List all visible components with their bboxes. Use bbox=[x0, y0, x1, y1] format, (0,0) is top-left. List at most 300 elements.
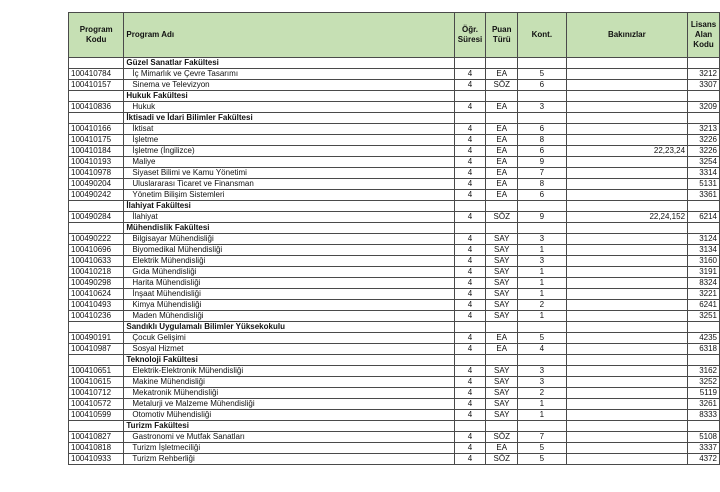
program-duration: 4 bbox=[454, 179, 486, 190]
faculty-name: İlahiyat Fakültesi bbox=[124, 201, 454, 212]
faculty-empty-cell bbox=[566, 322, 687, 333]
program-quota: 1 bbox=[518, 267, 567, 278]
program-row bbox=[69, 377, 720, 388]
faculty-code-cell bbox=[69, 421, 124, 432]
faculty-row bbox=[69, 91, 720, 102]
faculty-empty-cell bbox=[486, 113, 518, 124]
program-quota: 1 bbox=[518, 399, 567, 410]
program-bachelor-code: 3307 bbox=[688, 80, 720, 91]
program-quota: 5 bbox=[518, 69, 567, 80]
program-score-type: SAY bbox=[486, 399, 518, 410]
program-score-type: SAY bbox=[486, 278, 518, 289]
faculty-row bbox=[69, 201, 720, 212]
header-notes: Bakınızlar bbox=[566, 13, 687, 58]
program-name: Hukuk bbox=[124, 102, 454, 113]
program-name: Siyaset Bilimi ve Kamu Yönetimi bbox=[124, 168, 454, 179]
program-row bbox=[69, 80, 720, 91]
program-quota: 5 bbox=[518, 454, 567, 465]
program-code: 100490222 bbox=[69, 234, 124, 245]
program-duration: 4 bbox=[454, 124, 486, 135]
faculty-empty-cell bbox=[566, 201, 687, 212]
program-quota: 3 bbox=[518, 377, 567, 388]
program-duration: 4 bbox=[454, 157, 486, 168]
program-quota: 6 bbox=[518, 190, 567, 201]
program-quota: 1 bbox=[518, 289, 567, 300]
program-quota: 4 bbox=[518, 344, 567, 355]
faculty-empty-cell bbox=[566, 91, 687, 102]
faculty-code-cell bbox=[69, 113, 124, 124]
program-duration: 4 bbox=[454, 168, 486, 179]
program-row bbox=[69, 289, 720, 300]
program-bachelor-code: 8324 bbox=[688, 278, 720, 289]
program-score-type: SAY bbox=[486, 300, 518, 311]
program-quota: 3 bbox=[518, 102, 567, 113]
program-notes bbox=[566, 443, 687, 454]
program-notes bbox=[566, 410, 687, 421]
program-name: Bilgisayar Mühendisliği bbox=[124, 234, 454, 245]
program-notes bbox=[566, 454, 687, 465]
faculty-empty-cell bbox=[688, 201, 720, 212]
program-code: 100410236 bbox=[69, 311, 124, 322]
program-name: Turizm Rehberliği bbox=[124, 454, 454, 465]
program-code: 100410651 bbox=[69, 366, 124, 377]
faculty-row bbox=[69, 223, 720, 234]
program-notes: 22,24,152 bbox=[566, 212, 687, 223]
program-duration: 4 bbox=[454, 289, 486, 300]
program-score-type: EA bbox=[486, 135, 518, 146]
program-score-type: SÖZ bbox=[486, 432, 518, 443]
faculty-name: Sandıklı Uygulamalı Bilimler Yüksekokulu bbox=[124, 322, 454, 333]
program-row bbox=[69, 278, 720, 289]
faculty-empty-cell bbox=[486, 421, 518, 432]
faculty-empty-cell bbox=[518, 355, 567, 366]
faculty-empty-cell bbox=[518, 322, 567, 333]
faculty-name: Hukuk Fakültesi bbox=[124, 91, 454, 102]
program-notes bbox=[566, 179, 687, 190]
program-name: Makine Mühendisliği bbox=[124, 377, 454, 388]
program-quota: 6 bbox=[518, 146, 567, 157]
program-score-type: SÖZ bbox=[486, 454, 518, 465]
program-bachelor-code: 3226 bbox=[688, 146, 720, 157]
faculty-empty-cell bbox=[454, 201, 486, 212]
faculty-empty-cell bbox=[566, 223, 687, 234]
program-row bbox=[69, 190, 720, 201]
faculty-name: Güzel Sanatlar Fakültesi bbox=[124, 58, 454, 69]
program-quota: 3 bbox=[518, 234, 567, 245]
program-code: 100410712 bbox=[69, 388, 124, 399]
faculty-empty-cell bbox=[688, 58, 720, 69]
program-row bbox=[69, 311, 720, 322]
program-code: 100410784 bbox=[69, 69, 124, 80]
program-bachelor-code: 6214 bbox=[688, 212, 720, 223]
program-bachelor-code: 3261 bbox=[688, 399, 720, 410]
program-duration: 4 bbox=[454, 410, 486, 421]
faculty-empty-cell bbox=[518, 91, 567, 102]
program-notes bbox=[566, 267, 687, 278]
program-name: İnşaat Mühendisliği bbox=[124, 289, 454, 300]
program-name: İşletme bbox=[124, 135, 454, 146]
program-row bbox=[69, 157, 720, 168]
program-quota: 2 bbox=[518, 388, 567, 399]
program-row bbox=[69, 344, 720, 355]
faculty-row bbox=[69, 58, 720, 69]
program-row bbox=[69, 300, 720, 311]
program-name: Sinema ve Televizyon bbox=[124, 80, 454, 91]
faculty-empty-cell bbox=[518, 58, 567, 69]
program-duration: 4 bbox=[454, 80, 486, 91]
program-bachelor-code: 3226 bbox=[688, 135, 720, 146]
program-row bbox=[69, 234, 720, 245]
program-duration: 4 bbox=[454, 234, 486, 245]
program-name: Sosyal Hizmet bbox=[124, 344, 454, 355]
faculty-name: Turizm Fakültesi bbox=[124, 421, 454, 432]
program-name: İç Mimarlık ve Çevre Tasarımı bbox=[124, 69, 454, 80]
program-duration: 4 bbox=[454, 267, 486, 278]
program-row bbox=[69, 124, 720, 135]
program-score-type: SAY bbox=[486, 311, 518, 322]
program-code: 100490284 bbox=[69, 212, 124, 223]
program-duration: 4 bbox=[454, 69, 486, 80]
program-name: Elektrik Mühendisliği bbox=[124, 256, 454, 267]
program-quota: 8 bbox=[518, 179, 567, 190]
program-row bbox=[69, 256, 720, 267]
program-score-type: SAY bbox=[486, 377, 518, 388]
program-row bbox=[69, 245, 720, 256]
program-name: Kimya Mühendisliği bbox=[124, 300, 454, 311]
faculty-row bbox=[69, 113, 720, 124]
program-duration: 4 bbox=[454, 256, 486, 267]
program-quota: 5 bbox=[518, 443, 567, 454]
program-bachelor-code: 3252 bbox=[688, 377, 720, 388]
program-score-type: EA bbox=[486, 443, 518, 454]
program-code: 100410166 bbox=[69, 124, 124, 135]
program-quota: 9 bbox=[518, 157, 567, 168]
program-row bbox=[69, 410, 720, 421]
program-bachelor-code: 3314 bbox=[688, 168, 720, 179]
program-score-type: EA bbox=[486, 168, 518, 179]
program-name: Metalurji ve Malzeme Mühendisliği bbox=[124, 399, 454, 410]
program-duration: 4 bbox=[454, 377, 486, 388]
program-bachelor-code: 4235 bbox=[688, 333, 720, 344]
program-bachelor-code: 5108 bbox=[688, 432, 720, 443]
program-bachelor-code: 3221 bbox=[688, 289, 720, 300]
program-quota: 9 bbox=[518, 212, 567, 223]
faculty-name: Teknoloji Fakültesi bbox=[124, 355, 454, 366]
program-duration: 4 bbox=[454, 454, 486, 465]
faculty-code-cell bbox=[69, 322, 124, 333]
program-code: 100410175 bbox=[69, 135, 124, 146]
faculty-empty-cell bbox=[454, 421, 486, 432]
program-notes bbox=[566, 256, 687, 267]
program-duration: 4 bbox=[454, 212, 486, 223]
program-code: 100410599 bbox=[69, 410, 124, 421]
program-duration: 4 bbox=[454, 388, 486, 399]
program-row bbox=[69, 454, 720, 465]
program-score-type: SÖZ bbox=[486, 80, 518, 91]
header-program-code: Program Kodu bbox=[69, 13, 124, 58]
program-name: İşletme (İngilizce) bbox=[124, 146, 454, 157]
program-bachelor-code: 3212 bbox=[688, 69, 720, 80]
program-name: Otomotiv Mühendisliği bbox=[124, 410, 454, 421]
program-notes bbox=[566, 157, 687, 168]
faculty-empty-cell bbox=[566, 58, 687, 69]
program-bachelor-code: 8333 bbox=[688, 410, 720, 421]
program-duration: 4 bbox=[454, 245, 486, 256]
program-name: Yönetim Bilişim Sistemleri bbox=[124, 190, 454, 201]
program-name: Çocuk Gelişimi bbox=[124, 333, 454, 344]
program-code: 100410827 bbox=[69, 432, 124, 443]
program-score-type: SAY bbox=[486, 289, 518, 300]
faculty-empty-cell bbox=[486, 223, 518, 234]
program-score-type: SAY bbox=[486, 366, 518, 377]
program-bachelor-code: 3337 bbox=[688, 443, 720, 454]
program-quota: 5 bbox=[518, 333, 567, 344]
program-name: Biyomedikal Mühendisliği bbox=[124, 245, 454, 256]
program-bachelor-code: 3191 bbox=[688, 267, 720, 278]
program-duration: 4 bbox=[454, 146, 486, 157]
program-quota: 3 bbox=[518, 256, 567, 267]
program-bachelor-code: 3162 bbox=[688, 366, 720, 377]
program-code: 100410615 bbox=[69, 377, 124, 388]
program-notes bbox=[566, 377, 687, 388]
program-table bbox=[68, 12, 720, 465]
faculty-empty-cell bbox=[454, 113, 486, 124]
program-code: 100410193 bbox=[69, 157, 124, 168]
program-row bbox=[69, 267, 720, 278]
program-notes bbox=[566, 124, 687, 135]
program-score-type: SAY bbox=[486, 410, 518, 421]
program-code: 100490191 bbox=[69, 333, 124, 344]
program-notes bbox=[566, 399, 687, 410]
faculty-name: Mühendislik Fakültesi bbox=[124, 223, 454, 234]
program-quota: 1 bbox=[518, 410, 567, 421]
program-notes bbox=[566, 289, 687, 300]
program-score-type: EA bbox=[486, 124, 518, 135]
program-duration: 4 bbox=[454, 333, 486, 344]
program-quota: 3 bbox=[518, 366, 567, 377]
faculty-name: İktisadi ve İdari Bilimler Fakültesi bbox=[124, 113, 454, 124]
program-score-type: EA bbox=[486, 344, 518, 355]
program-code: 100410624 bbox=[69, 289, 124, 300]
program-duration: 4 bbox=[454, 278, 486, 289]
program-bachelor-code: 6318 bbox=[688, 344, 720, 355]
program-quota: 1 bbox=[518, 245, 567, 256]
faculty-empty-cell bbox=[454, 58, 486, 69]
faculty-row bbox=[69, 355, 720, 366]
program-row bbox=[69, 146, 720, 157]
program-score-type: SAY bbox=[486, 245, 518, 256]
program-row bbox=[69, 399, 720, 410]
program-duration: 4 bbox=[454, 311, 486, 322]
program-row bbox=[69, 388, 720, 399]
program-duration: 4 bbox=[454, 399, 486, 410]
faculty-empty-cell bbox=[486, 58, 518, 69]
program-bachelor-code: 3160 bbox=[688, 256, 720, 267]
program-quota: 2 bbox=[518, 300, 567, 311]
program-notes bbox=[566, 102, 687, 113]
program-code: 100490204 bbox=[69, 179, 124, 190]
program-duration: 4 bbox=[454, 432, 486, 443]
program-bachelor-code: 3361 bbox=[688, 190, 720, 201]
program-quota: 6 bbox=[518, 124, 567, 135]
program-name: Uluslararası Ticaret ve Finansman bbox=[124, 179, 454, 190]
program-code: 100410633 bbox=[69, 256, 124, 267]
program-duration: 4 bbox=[454, 102, 486, 113]
program-score-type: EA bbox=[486, 190, 518, 201]
program-notes bbox=[566, 168, 687, 179]
header-quota: Kont. bbox=[518, 13, 567, 58]
program-score-type: SAY bbox=[486, 256, 518, 267]
program-score-type: EA bbox=[486, 333, 518, 344]
program-name: Mekatronik Mühendisliği bbox=[124, 388, 454, 399]
program-duration: 4 bbox=[454, 443, 486, 454]
header-row bbox=[69, 13, 720, 58]
faculty-empty-cell bbox=[566, 421, 687, 432]
program-notes bbox=[566, 432, 687, 443]
program-row bbox=[69, 179, 720, 190]
program-name: Gıda Mühendisliği bbox=[124, 267, 454, 278]
program-name: Maliye bbox=[124, 157, 454, 168]
program-notes bbox=[566, 311, 687, 322]
program-name: Maden Mühendisliği bbox=[124, 311, 454, 322]
faculty-empty-cell bbox=[566, 355, 687, 366]
program-row bbox=[69, 212, 720, 223]
program-duration: 4 bbox=[454, 344, 486, 355]
faculty-empty-cell bbox=[486, 355, 518, 366]
faculty-code-cell bbox=[69, 58, 124, 69]
faculty-empty-cell bbox=[688, 91, 720, 102]
faculty-empty-cell bbox=[454, 91, 486, 102]
program-code: 100410218 bbox=[69, 267, 124, 278]
program-bachelor-code: 3254 bbox=[688, 157, 720, 168]
program-quota: 6 bbox=[518, 80, 567, 91]
program-quota: 1 bbox=[518, 311, 567, 322]
program-duration: 4 bbox=[454, 135, 486, 146]
program-bachelor-code: 5119 bbox=[688, 388, 720, 399]
program-bachelor-code: 5131 bbox=[688, 179, 720, 190]
program-code: 100410978 bbox=[69, 168, 124, 179]
program-score-type: SAY bbox=[486, 388, 518, 399]
program-row bbox=[69, 366, 720, 377]
program-code: 100410157 bbox=[69, 80, 124, 91]
program-notes bbox=[566, 245, 687, 256]
program-code: 100490298 bbox=[69, 278, 124, 289]
header-bachelor-code: Lisans Alan Kodu bbox=[688, 13, 720, 58]
program-row bbox=[69, 443, 720, 454]
faculty-empty-cell bbox=[454, 355, 486, 366]
program-bachelor-code: 3134 bbox=[688, 245, 720, 256]
faculty-empty-cell bbox=[486, 201, 518, 212]
program-score-type: EA bbox=[486, 157, 518, 168]
program-row bbox=[69, 102, 720, 113]
program-code: 100490242 bbox=[69, 190, 124, 201]
faculty-empty-cell bbox=[688, 113, 720, 124]
program-notes bbox=[566, 234, 687, 245]
faculty-code-cell bbox=[69, 91, 124, 102]
program-quota: 1 bbox=[518, 278, 567, 289]
faculty-empty-cell bbox=[688, 355, 720, 366]
program-quota: 7 bbox=[518, 168, 567, 179]
faculty-empty-cell bbox=[688, 421, 720, 432]
faculty-empty-cell bbox=[454, 322, 486, 333]
program-bachelor-code: 3251 bbox=[688, 311, 720, 322]
program-bachelor-code: 3124 bbox=[688, 234, 720, 245]
program-name: Gastronomi ve Mutfak Sanatları bbox=[124, 432, 454, 443]
program-notes bbox=[566, 366, 687, 377]
program-code: 100410933 bbox=[69, 454, 124, 465]
faculty-empty-cell bbox=[486, 91, 518, 102]
faculty-row bbox=[69, 421, 720, 432]
program-name: İlahiyat bbox=[124, 212, 454, 223]
program-row bbox=[69, 333, 720, 344]
faculty-empty-cell bbox=[518, 421, 567, 432]
header-program-name: Program Adı bbox=[124, 13, 454, 58]
program-row bbox=[69, 69, 720, 80]
program-bachelor-code: 4372 bbox=[688, 454, 720, 465]
program-row bbox=[69, 168, 720, 179]
program-name: Elektrik-Elektronik Mühendisliği bbox=[124, 366, 454, 377]
program-duration: 4 bbox=[454, 300, 486, 311]
program-score-type: EA bbox=[486, 69, 518, 80]
program-notes: 22,23,24 bbox=[566, 146, 687, 157]
program-name: İktisat bbox=[124, 124, 454, 135]
faculty-row bbox=[69, 322, 720, 333]
header-duration: Öğr. Süresi bbox=[454, 13, 486, 58]
program-name: Turizm İşletmeciliği bbox=[124, 443, 454, 454]
faculty-empty-cell bbox=[566, 113, 687, 124]
program-bachelor-code: 6241 bbox=[688, 300, 720, 311]
program-notes bbox=[566, 80, 687, 91]
program-code: 100410696 bbox=[69, 245, 124, 256]
faculty-empty-cell bbox=[518, 113, 567, 124]
program-code: 100410836 bbox=[69, 102, 124, 113]
program-score-type: SAY bbox=[486, 267, 518, 278]
program-notes bbox=[566, 388, 687, 399]
program-score-type: EA bbox=[486, 179, 518, 190]
faculty-empty-cell bbox=[688, 223, 720, 234]
program-notes bbox=[566, 333, 687, 344]
program-notes bbox=[566, 135, 687, 146]
faculty-empty-cell bbox=[518, 223, 567, 234]
faculty-empty-cell bbox=[518, 201, 567, 212]
faculty-code-cell bbox=[69, 201, 124, 212]
program-score-type: SÖZ bbox=[486, 212, 518, 223]
program-bachelor-code: 3213 bbox=[688, 124, 720, 135]
faculty-empty-cell bbox=[486, 322, 518, 333]
program-code: 100410987 bbox=[69, 344, 124, 355]
program-code: 100410818 bbox=[69, 443, 124, 454]
program-quota: 8 bbox=[518, 135, 567, 146]
program-bachelor-code: 3209 bbox=[688, 102, 720, 113]
program-score-type: SAY bbox=[486, 234, 518, 245]
program-notes bbox=[566, 190, 687, 201]
program-score-type: EA bbox=[486, 102, 518, 113]
header-score-type: Puan Türü bbox=[486, 13, 518, 58]
program-duration: 4 bbox=[454, 190, 486, 201]
faculty-code-cell bbox=[69, 223, 124, 234]
program-row bbox=[69, 135, 720, 146]
program-code: 100410572 bbox=[69, 399, 124, 410]
program-quota: 7 bbox=[518, 432, 567, 443]
program-notes bbox=[566, 278, 687, 289]
program-notes bbox=[566, 344, 687, 355]
program-code: 100410493 bbox=[69, 300, 124, 311]
program-score-type: EA bbox=[486, 146, 518, 157]
program-duration: 4 bbox=[454, 366, 486, 377]
faculty-code-cell bbox=[69, 355, 124, 366]
program-row bbox=[69, 432, 720, 443]
faculty-empty-cell bbox=[454, 223, 486, 234]
